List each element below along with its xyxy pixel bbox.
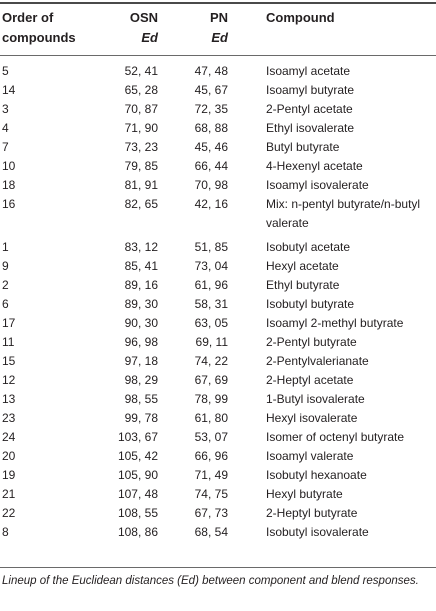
pn-cell: 63, 05 [194,316,228,330]
compound-cell: 2-Heptyl butyrate [266,506,358,520]
pn-cell: 53, 07 [194,430,228,444]
header-order-line1: Order of [2,10,54,25]
table-row [0,447,436,466]
table-row [0,195,436,233]
pn-cell: 47, 48 [194,64,228,78]
pn-cell: 51, 85 [194,240,228,254]
pn-cell: 73, 04 [194,259,228,273]
order-cell: 1 [2,240,9,254]
order-cell: 5 [2,64,9,78]
pn-cell: 61, 96 [194,278,228,292]
order-cell: 20 [2,449,16,463]
compound-cell: 1-Butyl isovalerate [266,392,365,406]
order-cell: 7 [2,140,9,154]
osn-cell: 97, 18 [124,354,158,368]
order-cell: 10 [2,159,16,173]
order-cell: 18 [2,178,16,192]
table-row [0,504,436,523]
compound-cell: 2-Pentyl acetate [266,102,353,116]
header-osn-label: OSN [129,10,158,25]
header-pn-label: PN [209,10,228,25]
osn-cell: 103, 67 [117,430,158,444]
order-cell: 13 [2,392,16,406]
compound-cell: Hexyl isovalerate [266,411,358,425]
order-cell: 15 [2,354,16,368]
order-cell: 21 [2,487,16,501]
table-row [0,409,436,428]
osn-cell: 99, 78 [124,411,158,425]
compound-cell: Isobutyl butyrate [266,297,355,311]
table-row [0,352,436,371]
table-row [0,371,436,390]
osn-cell: 82, 65 [124,197,158,211]
table-row [0,523,436,542]
order-cell: 9 [2,259,9,273]
order-cell: 2 [2,278,9,292]
pn-cell: 67, 69 [194,373,228,387]
table-row [0,62,436,81]
pn-cell: 68, 88 [194,121,228,135]
osn-cell: 108, 86 [117,525,158,539]
pn-cell: 66, 96 [194,449,228,463]
compound-cell: Butyl butyrate [266,140,340,154]
order-cell: 23 [2,411,16,425]
pn-cell: 66, 44 [194,159,228,173]
pn-cell: 61, 80 [194,411,228,425]
table-row [0,314,436,333]
table-row [0,176,436,195]
header-order-line2: compounds [2,30,76,45]
osn-cell: 105, 90 [117,468,158,482]
table-caption: Lineup of the Euclidean distances (Ed) between component and blend responses. [2,575,419,587]
order-cell: 3 [2,102,9,116]
table-row [0,276,436,295]
header-osn [110,8,158,48]
compound-cell: 4-Hexenyl acetate [266,159,363,173]
table-row [0,100,436,119]
osn-cell: 73, 23 [124,140,158,154]
order-cell: 12 [2,373,16,387]
compound-cell: Isobutyl acetate [266,240,351,254]
osn-cell: 70, 87 [124,102,158,116]
osn-cell: 65, 28 [124,83,158,97]
pn-cell: 70, 98 [194,178,228,192]
pn-cell: 78, 99 [194,392,228,406]
order-cell: 4 [2,121,9,135]
osn-cell: 96, 98 [124,335,158,349]
compound-cell: Isoamyl 2-methyl butyrate [266,316,404,330]
compound-cell: Isoamyl isovalerate [266,178,369,192]
pn-cell: 72, 35 [194,102,228,116]
table-row [0,138,436,157]
table-row [0,390,436,409]
compound-cell: Isomer of octenyl butyrate [266,430,405,444]
table-row [0,428,436,447]
osn-cell: 71, 90 [124,121,158,135]
osn-cell: 89, 30 [124,297,158,311]
osn-cell: 83, 12 [124,240,158,254]
order-cell: 16 [2,197,16,211]
pn-cell: 68, 54 [194,525,228,539]
pn-cell: 74, 75 [194,487,228,501]
pn-cell: 58, 31 [194,297,228,311]
table-row [0,119,436,138]
pn-cell: 74, 22 [194,354,228,368]
order-cell: 17 [2,316,16,330]
osn-cell: 105, 42 [117,449,158,463]
order-cell: 14 [2,83,16,97]
compound-cell: Isoamyl acetate [266,64,351,78]
compound-cell: Hexyl butyrate [266,487,343,501]
pn-cell: 45, 67 [194,83,228,97]
compound-cell: 2-Pentyl butyrate [266,335,357,349]
table-row [0,333,436,352]
compound-cell: Ethyl isovalerate [266,121,355,135]
order-cell: 19 [2,468,16,482]
header-compound: Compound [266,10,335,25]
pn-cell: 69, 11 [195,335,228,349]
pn-cell: 45, 46 [194,140,228,154]
header-order [2,8,92,48]
top-rule [0,2,436,4]
order-cell: 6 [2,297,9,311]
compound-cell: 2-Pentylvalerianate [266,354,369,368]
order-cell: 8 [2,525,9,539]
order-cell: 22 [2,506,16,520]
order-cell: 24 [2,430,16,444]
header-pn-sub: Ed [211,30,228,45]
compound-cell: Isoamyl butyrate [266,83,355,97]
table-row [0,485,436,504]
table-row [0,257,436,276]
order-cell: 11 [2,335,15,349]
pn-cell: 67, 73 [194,506,228,520]
header-osn-sub: Ed [141,30,158,45]
compound-cell: Isobutyl isovalerate [266,525,369,539]
osn-cell: 98, 55 [124,392,158,406]
osn-cell: 79, 85 [124,159,158,173]
table-row [0,295,436,314]
osn-cell: 81, 91 [124,178,158,192]
compound-cell: Mix: n-pentyl butyrate/n-butyl valerate [266,197,421,230]
compound-cell: Hexyl acetate [266,259,339,273]
bottom-rule [0,567,436,568]
compound-cell: Isoamyl valerate [266,449,354,463]
header-rule [0,55,436,56]
header-pn [180,8,228,48]
table-row [0,157,436,176]
pn-cell: 71, 49 [194,468,228,482]
osn-cell: 85, 41 [124,259,158,273]
osn-cell: 108, 55 [117,506,158,520]
pn-cell: 42, 16 [194,197,228,211]
osn-cell: 89, 16 [124,278,158,292]
osn-cell: 90, 30 [124,316,158,330]
table-row [0,81,436,100]
table-row [0,238,436,257]
osn-cell: 98, 29 [124,373,158,387]
compound-cell: Ethyl butyrate [266,278,340,292]
table-body [0,62,436,542]
osn-cell: 52, 41 [124,64,158,78]
table-row [0,466,436,485]
osn-cell: 107, 48 [117,487,158,501]
compound-cell: 2-Heptyl acetate [266,373,354,387]
compound-cell: Isobutyl hexanoate [266,468,367,482]
